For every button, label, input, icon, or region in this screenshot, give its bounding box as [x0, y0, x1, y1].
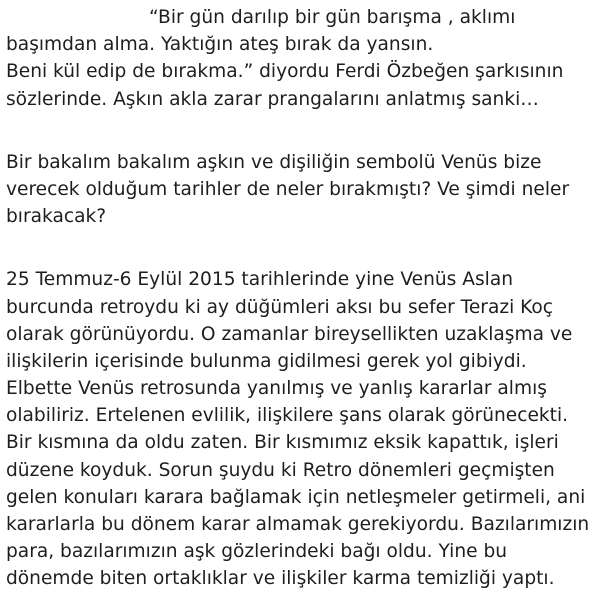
text-line: “Bir gün darılıp bir gün barışma , aklımı: [149, 7, 516, 28]
text-line: gelen konuları karara bağlamak için netleşmeler getirmeli, ani: [6, 486, 586, 508]
text-line: Beni kül edip de bırakma.” diyordu Ferdi Özbeğen şarkısının: [6, 61, 564, 83]
text-line: para, bazılarımızın aşk gözlerindeki bağı oldu. Yine bu: [6, 541, 508, 563]
text-line: olarak görünüyordu. O zamanlar bireysellikten uzaklaşma ve: [6, 323, 573, 345]
text-line: bırakacak?: [6, 206, 107, 228]
text-line: verecek olduğum tarihler de neler bırakmıştı? Ve şimdi neler: [6, 178, 570, 200]
paragraph-venus-retro: [6, 266, 610, 592]
paragraph-question: [6, 149, 610, 231]
text-line: düzene koyduk. Sorun şuydu ki Retro dönemleri geçmişten: [6, 459, 555, 481]
paragraph-spacer: [6, 113, 610, 149]
text-line: Bir bakalım bakalım aşkın ve dişiliğin sembolü Venüs bize: [6, 151, 542, 173]
text-line: Elbette Venüs retrosunda yanılmış ve yanlış kararlar almış: [6, 378, 547, 400]
text-line: başımdan alma. Yaktığın ateş bırak da yansın.: [6, 34, 434, 56]
paragraph-lyrics: [6, 0, 610, 113]
text-line: dönemde biten ortaklıklar ve ilişkiler karma temizliği yaptı.: [6, 568, 555, 590]
paragraph-spacer: [6, 230, 610, 266]
text-line: Bir kısmına da oldu zaten. Bir kısmımız eksik kapattık, işleri: [6, 432, 559, 454]
text-line: burcunda retroydu ki ay düğümleri aksı bu sefer Terazi Koç: [6, 296, 554, 318]
text-line: 25 Temmuz-6 Eylül 2015 tarihlerinde yine Venüs Aslan: [6, 269, 514, 291]
text-line: sözlerinde. Aşkın akla zarar prangalarını anlatmış sanki…: [6, 88, 539, 110]
text-line: kararlarla bu dönem karar almamak gerekiyordu. Bazılarımızın: [6, 514, 590, 535]
text-line: olabiliriz. Ertelenen evlilik, ilişkilere şans olarak görünecekti.: [6, 405, 569, 427]
text-line: ilişkilerin içerisinde bulunma gidilmesi gerek yol gibiydi.: [6, 350, 527, 372]
article-body: [6, 0, 610, 593]
